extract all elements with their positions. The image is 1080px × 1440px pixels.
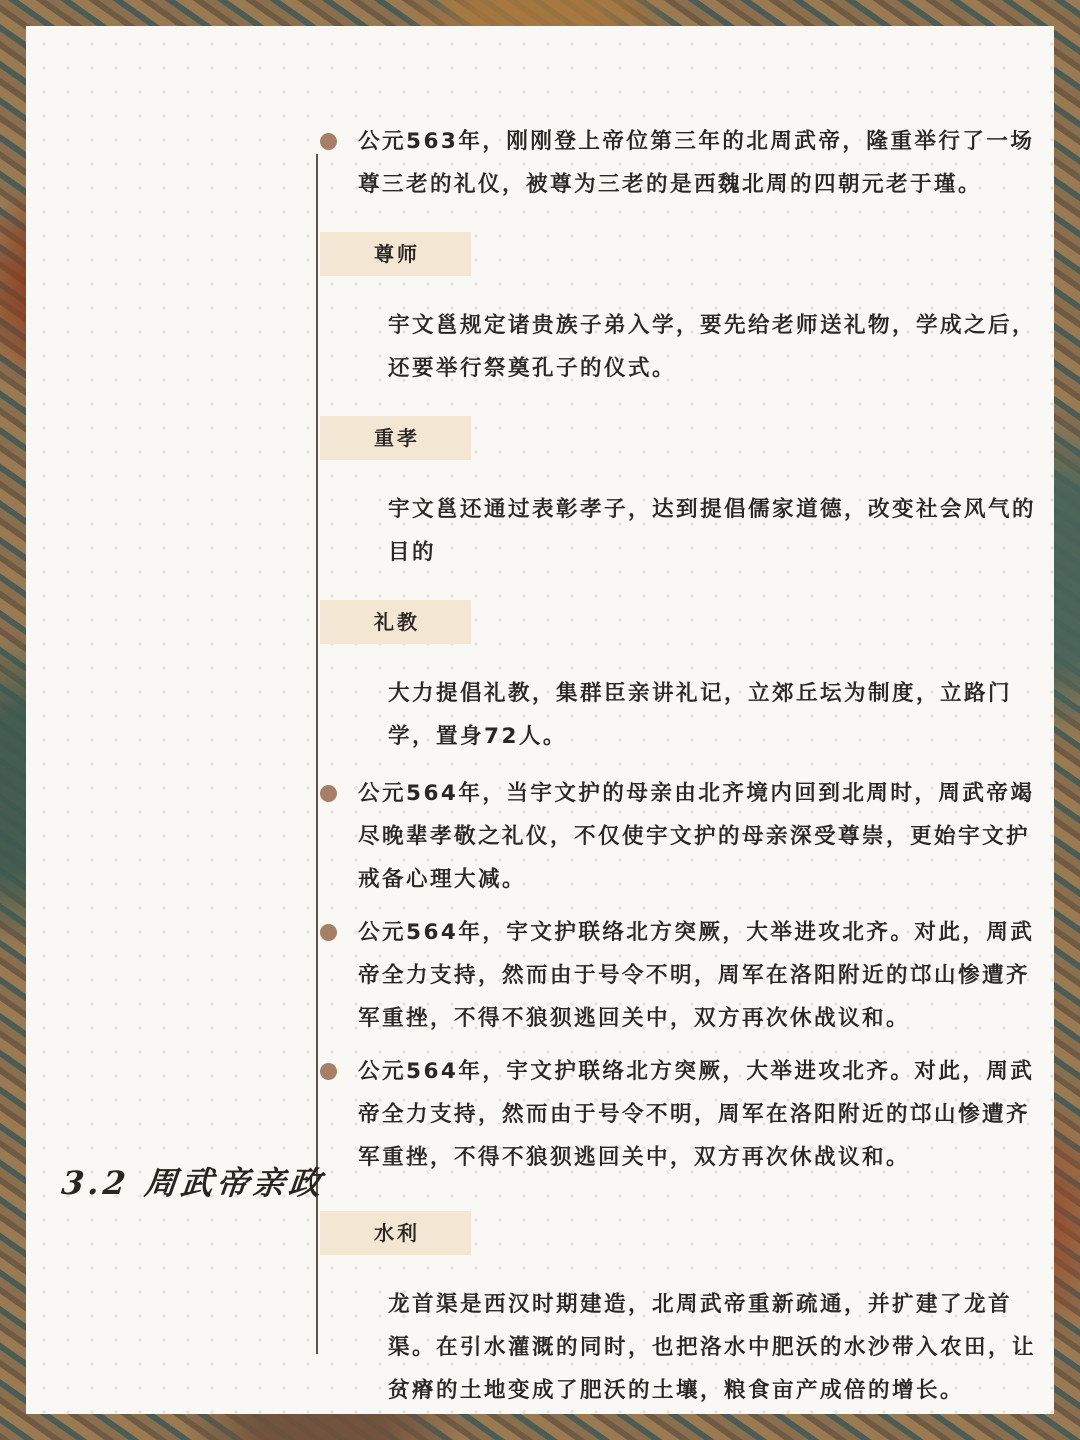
bullet-text: 公元563年，刚刚登上帝位第三年的北周武帝，隆重举行了一场尊三老的礼仪，被尊为三老的是西魏北周的四朝元老于瑾。 [358,129,1035,197]
bullet-dot-icon [320,133,337,150]
bullet-item [320,772,1040,901]
content-column [320,120,1040,1432]
topic-tag: 尊师 [320,232,471,276]
topic-tag: 礼教 [320,600,471,644]
bullet-text: 公元564年，宇文护联络北方突厥，大举进攻北齐。对此，周武帝全力支持，然而由于号令不明，周军在洛阳附近的邙山惨遭齐军重挫，不得不狼狈逃回关中，双方再次休战议和。 [358,920,1035,1031]
bullet-item [320,911,1040,1040]
topic-text: 大力提倡礼教，集群臣亲讲礼记，立郊丘坛为制度，立路门学，置身72人。 [388,681,1013,749]
section-title: 3.2 周武帝亲政 [59,1164,327,1202]
bullet-text: 公元564年，宇文护联络北方突厥，大举进攻北齐。对此，周武帝全力支持，然而由于号令不明，周军在洛阳附近的邙山惨遭齐军重挫，不得不狼狈逃回关中，双方再次休战议和。 [358,1059,1035,1170]
topic-text: 龙首渠是西汉时期建造，北周武帝重新疏通，并扩建了龙首渠。在引水灌溉的同时，也把洛水中肥沃的水沙带入农田，让贫瘠的土地变成了肥沃的土壤，粮食亩产成倍的增长。 [388,1292,1037,1403]
bullet-dot-icon [320,1063,337,1080]
topic-text: 宇文邕还通过表彰孝子，达到提倡儒家道德，改变社会风气的目的 [388,497,1037,565]
bullet-item [320,1050,1040,1179]
topic-tag: 水利 [320,1211,471,1255]
topic-tag: 重孝 [320,416,471,460]
bullet-item [320,120,1040,206]
bullet-dot-icon [320,924,337,941]
bullet-dot-icon [320,785,337,802]
bullet-text: 公元564年，当宇文护的母亲由北齐境内回到北周时，周武帝竭尽晚辈孝敬之礼仪，不仅使宇文护的母亲深受尊崇，更始宇文护戒备心理大减。 [358,781,1035,892]
topic-text: 宇文邕规定诸贵族子弟入学，要先给老师送礼物，学成之后，还要举行祭奠孔子的仪式。 [388,313,1037,381]
